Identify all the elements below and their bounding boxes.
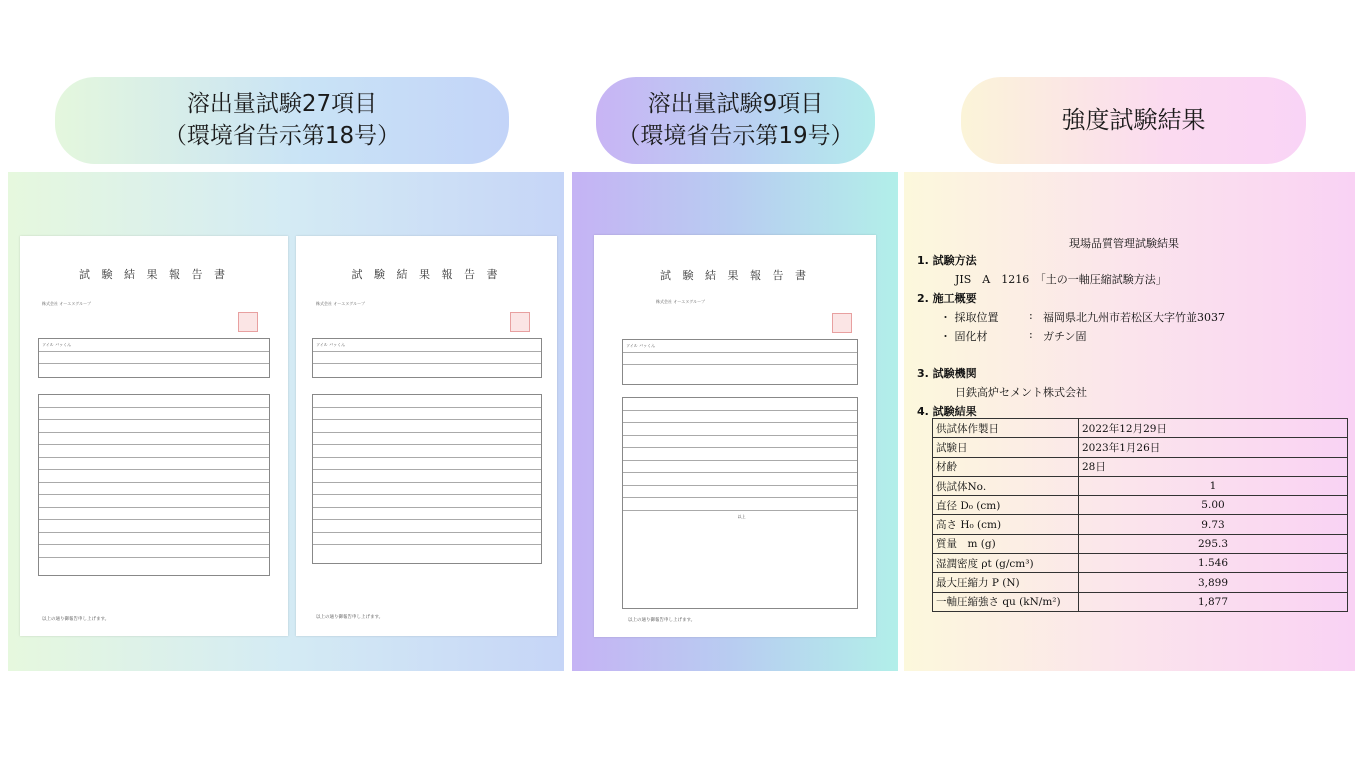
report-title: 試 験 結 果 報 告 書 bbox=[79, 268, 229, 281]
test-report-document-1[interactable] bbox=[20, 236, 288, 636]
doc-row bbox=[39, 364, 269, 377]
result-table-row bbox=[933, 515, 1348, 534]
result-label-cell: 最大圧縮力 P (N) bbox=[933, 573, 1079, 592]
doc-row bbox=[623, 511, 857, 524]
result-table-row bbox=[933, 554, 1348, 573]
result-table-row bbox=[933, 573, 1348, 592]
result-table-row bbox=[933, 496, 1348, 515]
material-separator: : bbox=[1029, 328, 1033, 341]
doc-row bbox=[39, 483, 269, 496]
result-value-cell: 2022年12月29日 bbox=[1079, 419, 1348, 438]
location-value: 福岡県北九州市若松区大字竹並3037 bbox=[1043, 311, 1225, 324]
sample-info-table bbox=[312, 338, 542, 378]
elution-results-table bbox=[622, 397, 858, 609]
sample-info-table bbox=[38, 338, 270, 378]
doc-row bbox=[313, 545, 541, 558]
doc-row bbox=[313, 508, 541, 521]
doc-row bbox=[39, 558, 269, 571]
result-label-cell: 供試体作製日 bbox=[933, 419, 1079, 438]
sample-info-table bbox=[622, 339, 858, 385]
doc-row bbox=[313, 408, 541, 421]
doc-row bbox=[39, 458, 269, 471]
sample-name-row bbox=[39, 339, 269, 352]
doc-row bbox=[313, 445, 541, 458]
doc-row bbox=[623, 411, 857, 424]
sample-name: ソイル バッくん bbox=[626, 342, 656, 348]
doc-row bbox=[623, 461, 857, 474]
bottom-marker: 以上 bbox=[737, 513, 746, 519]
doc-row bbox=[623, 486, 857, 499]
doc-row bbox=[39, 495, 269, 508]
doc-row bbox=[313, 395, 541, 408]
client-name: 株式会社 オーエヌグループ bbox=[656, 299, 705, 304]
elution-results-table bbox=[312, 394, 542, 564]
doc-row bbox=[39, 533, 269, 546]
doc-row bbox=[39, 433, 269, 446]
doc-row bbox=[39, 470, 269, 483]
doc-row bbox=[39, 395, 269, 408]
overview-heading: 2. 施工概要 bbox=[917, 292, 977, 305]
closing-text: 以上の通り御報告申し上げます。 bbox=[628, 618, 696, 623]
doc-row bbox=[313, 533, 541, 546]
result-table-row bbox=[933, 457, 1348, 476]
doc-row bbox=[623, 473, 857, 486]
result-value-cell: 1.546 bbox=[1079, 554, 1348, 573]
doc-row bbox=[313, 520, 541, 533]
elution-27-subtitle: （環境省告示第18号） bbox=[163, 122, 401, 149]
client-name: 株式会社 オーエヌグループ bbox=[316, 301, 365, 306]
doc-row bbox=[623, 398, 857, 411]
result-table-row bbox=[933, 419, 1348, 438]
doc-row bbox=[39, 520, 269, 533]
result-value-cell: 5.00 bbox=[1079, 496, 1348, 515]
location-label: ・ 採取位置 bbox=[940, 311, 999, 324]
elution-27-items-header bbox=[55, 77, 509, 164]
doc-row bbox=[39, 545, 269, 558]
doc-row bbox=[313, 364, 541, 377]
doc-row bbox=[39, 508, 269, 521]
elution-results-table bbox=[38, 394, 270, 576]
elution-9-items-header bbox=[596, 77, 875, 164]
material-value: ガチン固 bbox=[1043, 330, 1087, 343]
closing-text: 以上の通り御報告申し上げます。 bbox=[316, 615, 384, 620]
doc-row bbox=[623, 365, 857, 378]
sample-name: ソイル バッくん bbox=[316, 341, 346, 347]
result-value-cell: 1 bbox=[1079, 476, 1348, 495]
doc-row bbox=[623, 448, 857, 461]
material-label: ・ 固化材 bbox=[940, 330, 988, 343]
doc-row bbox=[313, 458, 541, 471]
result-label-cell: 供試体No. bbox=[933, 476, 1079, 495]
company-seal bbox=[510, 312, 530, 332]
report-title: 試 験 結 果 報 告 書 bbox=[351, 268, 502, 281]
doc-row bbox=[623, 436, 857, 449]
doc-row bbox=[623, 353, 857, 366]
doc-row bbox=[623, 498, 857, 511]
doc-row bbox=[313, 470, 541, 483]
doc-row bbox=[313, 352, 541, 365]
strength-result-table bbox=[932, 418, 1348, 612]
method-heading: 1. 試験方法 bbox=[917, 254, 977, 267]
result-table-row bbox=[933, 534, 1348, 553]
lab-text: 日鉄高炉セメント株式会社 bbox=[955, 386, 1087, 399]
elution-9-subtitle: （環境省告示第19号） bbox=[617, 122, 854, 149]
result-label-cell: 湿潤密度 ρt (g/cm³) bbox=[933, 554, 1079, 573]
doc-row bbox=[313, 495, 541, 508]
result-label-cell: 材齢 bbox=[933, 457, 1079, 476]
strength-result-title: 現場品質管理試験結果 bbox=[1069, 237, 1179, 250]
closing-text: 以上の通り御報告申し上げます。 bbox=[42, 617, 110, 622]
result-value-cell: 2023年1月26日 bbox=[1079, 438, 1348, 457]
doc-row bbox=[39, 352, 269, 365]
result-value-cell: 295.3 bbox=[1079, 534, 1348, 553]
doc-row bbox=[313, 483, 541, 496]
result-label-cell: 試験日 bbox=[933, 438, 1079, 457]
client-name: 株式会社 オーエヌグループ bbox=[42, 301, 91, 306]
result-value-cell: 9.73 bbox=[1079, 515, 1348, 534]
location-separator: : bbox=[1029, 309, 1033, 322]
method-text: JIS A 1216 「土の一軸圧縮試験方法」 bbox=[955, 273, 1167, 286]
result-value-cell: 3,899 bbox=[1079, 573, 1348, 592]
strength-test-title: 強度試験結果 bbox=[1061, 106, 1206, 135]
company-seal bbox=[832, 313, 852, 333]
sample-name-row bbox=[313, 339, 541, 352]
strength-test-header bbox=[961, 77, 1306, 164]
sample-name-row bbox=[623, 340, 857, 353]
doc-row bbox=[39, 445, 269, 458]
test-report-document-3[interactable] bbox=[594, 235, 876, 637]
sample-name: ソイル バッくん bbox=[42, 341, 72, 347]
result-label-cell: 質量 m (g) bbox=[933, 534, 1079, 553]
result-value-cell: 1,877 bbox=[1079, 592, 1348, 611]
doc-row bbox=[313, 433, 541, 446]
result-label-cell: 一軸圧縮強さ qu (kN/m²) bbox=[933, 592, 1079, 611]
doc-row bbox=[39, 408, 269, 421]
elution-9-title: 溶出量試験9項目 bbox=[647, 91, 824, 118]
company-seal bbox=[238, 312, 258, 332]
result-label-cell: 高さ H₀ (cm) bbox=[933, 515, 1079, 534]
result-label-cell: 直径 D₀ (cm) bbox=[933, 496, 1079, 515]
lab-heading: 3. 試験機関 bbox=[917, 367, 977, 380]
elution-27-title: 溶出量試験27項目 bbox=[186, 91, 378, 118]
test-report-document-2[interactable] bbox=[296, 236, 557, 636]
report-title: 試 験 結 果 報 告 書 bbox=[660, 269, 810, 282]
result-table-row bbox=[933, 476, 1348, 495]
result-table-row bbox=[933, 438, 1348, 457]
doc-row bbox=[313, 420, 541, 433]
result-table-row bbox=[933, 592, 1348, 611]
doc-row bbox=[623, 423, 857, 436]
result-heading: 4. 試験結果 bbox=[917, 405, 977, 418]
doc-row bbox=[39, 420, 269, 433]
result-value-cell: 28日 bbox=[1079, 457, 1348, 476]
